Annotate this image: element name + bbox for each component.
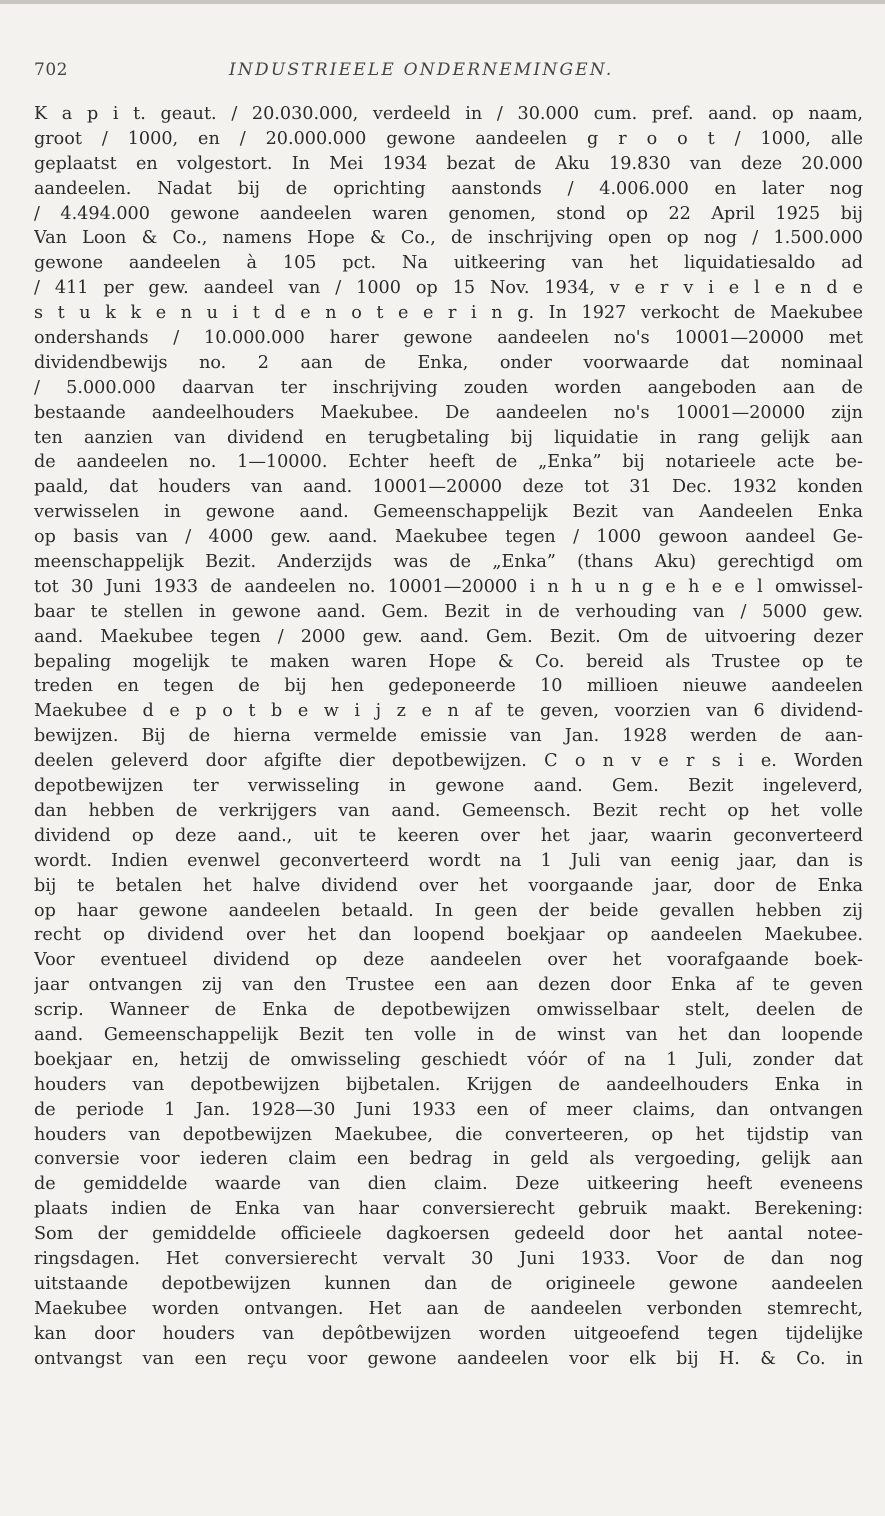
text-line: s t u k k e n u i t d e n o t e e r i n g. In 1927 verkocht de Maekubee [34, 303, 863, 324]
scan-edge [0, 0, 885, 4]
text-line: ten aanzien van dividend en terugbetaling bij liquidatie in rang gelijk aan [34, 427, 863, 448]
text-line: ringsdagen. Het conversierecht vervalt 30 Juni 1933. Voor de dan nog [34, 1248, 863, 1269]
text-line: aandeelen. Nadat bij de oprichting aanstonds / 4.006.000 en later nog [34, 178, 863, 199]
text-line: jaar ontvangen zij van den Trustee een aan dezen door Enka af te geven [34, 975, 863, 996]
text-line: houders van depotbewijzen bijbetalen. Krijgen de aandeelhouders Enka in [34, 1074, 863, 1095]
text-line: ondershands / 10.000.000 harer gewone aandeelen no's 10001—20000 met [34, 328, 863, 349]
text-line: bestaande aandeelhouders Maekubee. De aandeelen no's 10001—20000 zijn [34, 402, 863, 423]
text-line: bij te betalen het halve dividend over het voorgaande jaar, door de Enka [34, 875, 863, 896]
text-line: op haar gewone aandeelen betaald. In geen der beide gevallen hebben zij [34, 900, 863, 921]
text-line: aand. Gemeenschappelijk Bezit ten volle in de winst van het dan loopende [34, 1024, 863, 1045]
text-line: geplaatst en volgestort. In Mei 1934 bezat de Aku 19.830 van deze 20.000 [34, 153, 863, 174]
text-line: houders van depotbewijzen Maekubee, die converteeren, op het tijdstip van [34, 1124, 863, 1145]
text-line: gewone aandeelen à 105 pct. Na uitkeering van het liquidatiesaldo ad [34, 253, 863, 274]
text-line: uitstaande depotbewijzen kunnen dan de origineele gewone aandeelen [34, 1273, 863, 1294]
text-line: Van Loon & Co., namens Hope & Co., de inschrijving open op nog / 1.500.000 [34, 228, 863, 249]
text-line: Maekubee d e p o t b e w i j z e n af te geven, voorzien van 6 dividend- [34, 701, 863, 722]
text-line: plaats indien de Enka van haar conversierecht gebruik maakt. Berekening: [34, 1199, 863, 1220]
text-line: recht op dividend over het dan loopend boekjaar op aandeelen Maekubee. [34, 925, 863, 946]
text-line: treden en tegen de bij hen gedeponeerde 10 millioen nieuwe aandeelen [34, 676, 863, 697]
body-text [34, 102, 863, 1371]
text-line: Som der gemiddelde officieele dagkoersen gedeeld door het aantal notee- [34, 1224, 863, 1245]
text-line: de aandeelen no. 1—10000. Echter heeft de „Enka” bij notarieele acte be- [34, 452, 863, 473]
text-line: scrip. Wanneer de Enka de depotbewijzen omwisselbaar stelt, deelen de [34, 1000, 863, 1021]
text-line: dan hebben de verkrijgers van aand. Gemeensch. Bezit recht op het volle [34, 800, 863, 821]
text-line: aand. Maekubee tegen / 2000 gew. aand. Gem. Bezit. Om de uitvoering dezer [34, 626, 863, 647]
text-line: deelen geleverd door afgifte dier depotbewijzen. C o n v e r s i e. Worden [34, 751, 863, 772]
text-line: depotbewijzen ter verwisseling in gewone aand. Gem. Bezit ingeleverd, [34, 776, 863, 797]
text-line: paald, dat houders van aand. 10001—20000 deze tot 31 Dec. 1932 konden [34, 477, 863, 498]
text-line: de gemiddelde waarde van dien claim. Deze uitkeering heeft eveneens [34, 1174, 863, 1195]
text-line: boekjaar en, hetzij de omwisseling geschiedt vóór of na 1 Juli, zonder dat [34, 1049, 863, 1070]
text-line: dividend op deze aand., uit te keeren over het jaar, waarin geconverteerd [34, 825, 863, 846]
text-line: dividendbewijs no. 2 aan de Enka, onder voorwaarde dat nominaal [34, 352, 863, 373]
text-line: / 4.494.000 gewone aandeelen waren genomen, stond op 22 April 1925 bij [34, 203, 863, 224]
text-line: groot / 1000, en / 20.000.000 gewone aandeelen g r o o t / 1000, alle [34, 128, 863, 149]
page-header [34, 60, 863, 86]
text-line: ontvangst van een reçu voor gewone aandeelen voor elk bij H. & Co. in [34, 1348, 863, 1369]
text-line: de periode 1 Jan. 1928—30 Juni 1933 een of meer claims, dan ontvangen [34, 1099, 863, 1120]
text-line: baar te stellen in gewone aand. Gem. Bezit in de verhouding van / 5000 gew. [34, 601, 863, 622]
running-title: INDUSTRIEELE ONDERNEMINGEN. [229, 60, 614, 80]
text-line: meenschappelijk Bezit. Anderzijds was de „Enka” (thans Aku) gerechtigd om [34, 552, 863, 573]
text-line: op basis van / 4000 gew. aand. Maekubee tegen / 1000 gewoon aandeel Ge- [34, 527, 863, 548]
text-line: K a p i t. geaut. / 20.030.000, verdeeld in / 30.000 cum. pref. aand. op naam, [34, 104, 863, 124]
text-line: kan door houders van depôtbewijzen worden uitgeoefend tegen tijdelijke [34, 1323, 863, 1344]
text-line: / 411 per gew. aandeel van / 1000 op 15 Nov. 1934, v e r v i e l e n d e [34, 278, 863, 299]
text-line: Voor eventueel dividend op deze aandeelen over het voorafgaande boek- [34, 950, 863, 971]
text-line: bewijzen. Bij de hierna vermelde emissie van Jan. 1928 werden de aan- [34, 726, 863, 747]
text-line: Maekubee worden ontvangen. Het aan de aandeelen verbonden stemrecht, [34, 1298, 863, 1319]
page-number: 702 [34, 60, 68, 80]
text-line: / 5.000.000 daarvan ter inschrijving zouden worden aangeboden aan de [34, 377, 863, 398]
text-line: verwisselen in gewone aand. Gemeenschappelijk Bezit van Aandeelen Enka [34, 502, 863, 523]
text-line: tot 30 Juni 1933 de aandeelen no. 10001—20000 i n h u n g e h e e l omwissel- [34, 576, 863, 597]
text-line: bepaling mogelijk te maken waren Hope & Co. bereid als Trustee op te [34, 651, 863, 672]
text-line: conversie voor iederen claim een bedrag in geld als vergoeding, gelijk aan [34, 1149, 863, 1170]
text-line: wordt. Indien evenwel geconverteerd wordt na 1 Juli van eenig jaar, dan is [34, 850, 863, 871]
